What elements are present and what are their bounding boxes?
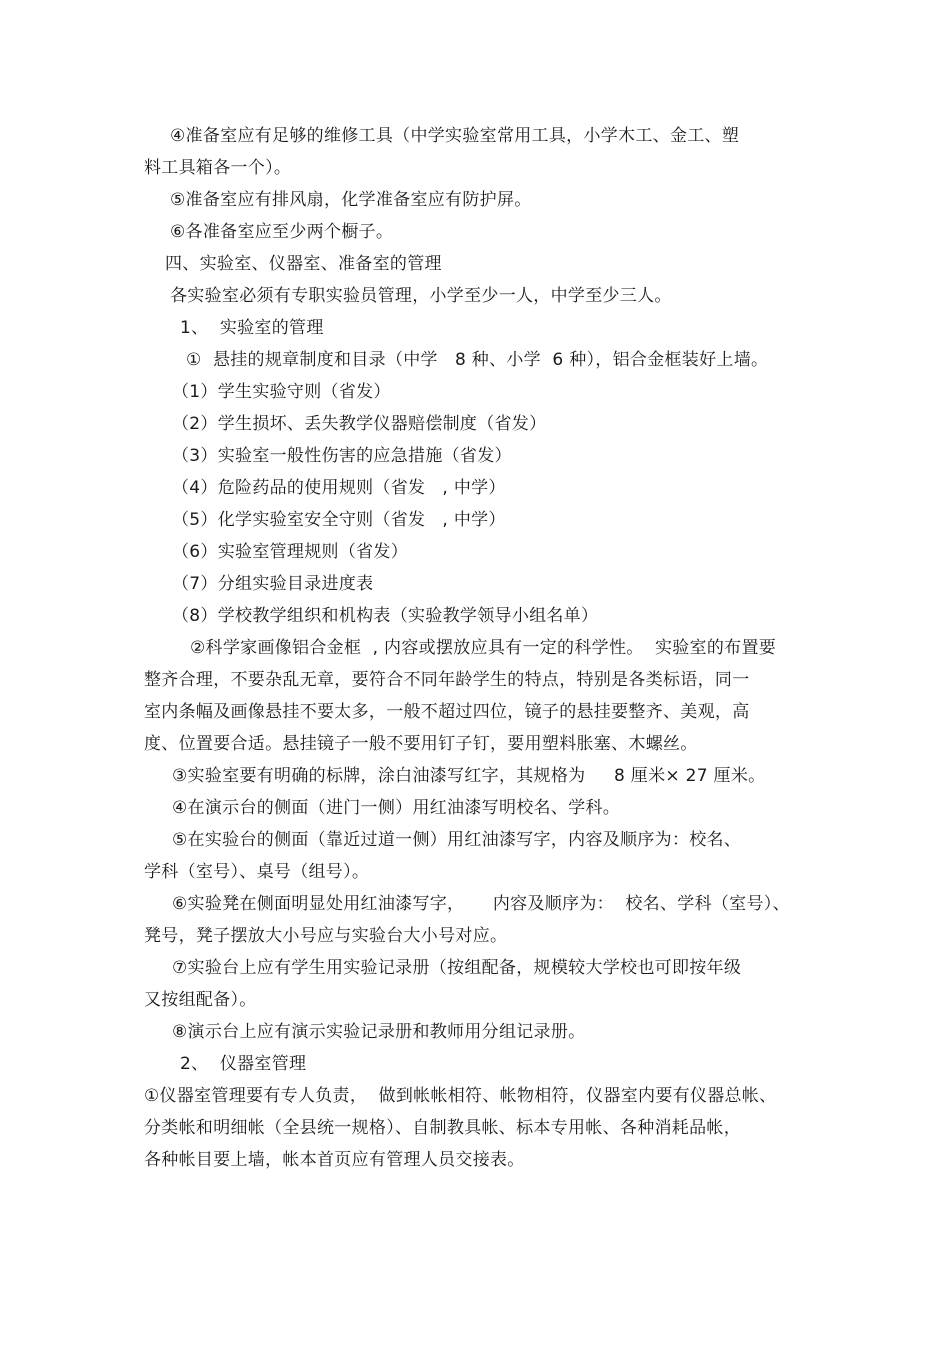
list-item: （5）化学实验室安全守则（省发 , 中学） [172,510,506,530]
text-line: 室内条幅及画像悬挂不要太多，一般不超过四位，镜子的悬挂要整齐、美观，高 [144,702,750,722]
list-item: （2）学生损坏、丢失教学仪器赔偿制度（省发） [172,414,547,434]
text-line: 凳号，凳子摆放大小号应与实验台大小号对应。 [144,926,508,946]
text-line: 整齐合理，不要杂乱无章，要符合不同年龄学生的特点，特别是各类标语，同一 [144,670,750,690]
text-line: ⑧演示台上应有演示实验记录册和教师用分组记录册。 [172,1022,586,1042]
list-item: （1）学生实验守则（省发） [172,382,391,402]
text-line: 学科（室号）、桌号（组号）。 [144,862,370,882]
text-line: 各种帐目要上墙，帐本首页应有管理人员交接表。 [144,1150,525,1170]
subsection-heading: 1、 实验室的管理 [180,318,324,338]
text-line: 又按组配备）。 [144,990,257,1010]
list-item: （7）分组实验目录进度表 [172,574,374,594]
list-item: （6）实验室管理规则（省发） [172,542,409,562]
list-item: （3）实验室一般性伤害的应急措施（省发） [172,446,512,466]
text-line: ④在演示台的侧面（进门一侧）用红油漆写明校名、学科。 [172,798,621,818]
text-line: ①仪器室管理要有专人负责， 做到帐帐相符、帐物相符，仪器室内要有仪器总帐、 [144,1086,777,1106]
text-line: 分类帐和明细帐（全县统一规格）、自制教具帐、标本专用帐、各种消耗品帐， [144,1118,741,1138]
text-line: ⑥各准备室应至少两个橱子。 [170,222,394,242]
list-item: （4）危险药品的使用规则（省发 , 中学） [172,478,506,498]
text-line: ③实验室要有明确的标牌，涂白油漆写红字，其规格为 8 厘米× 27 厘米。 [172,766,766,786]
text-line: ⑤在实验台的侧面（靠近过道一侧）用红油漆写字，内容及顺序为：校名、 [172,830,742,850]
text-line: 度、位置要合适。悬挂镜子一般不要用钉子钉，要用塑料胀塞、木螺丝。 [144,734,698,754]
list-item: （8）学校教学组织和机构表（实验教学领导小组名单） [172,606,599,626]
text-line: 各实验室必须有专职实验员管理，小学至少一人，中学至少三人。 [170,286,672,306]
text-line: ① 悬挂的规章制度和目录（中学 8 种、小学 6 种），铝合金框装好上墙。 [186,350,769,370]
text-line: ⑥实验凳在侧面明显处用红油漆写字， 内容及顺序为： 校名、学科（室号）、 [172,894,790,914]
text-line: ⑦实验台上应有学生用实验记录册（按组配备，规模较大学校也可即按年级 [172,958,742,978]
section-heading: 四、实验室、仪器室、准备室的管理 [165,254,442,274]
text-line: ⑤准备室应有排风扇，化学准备室应有防护屏。 [170,190,532,210]
text-line: 料工具箱各一个）。 [144,158,292,178]
text-line: ④准备室应有足够的维修工具（中学实验室常用工具，小学木工、金工、塑 [170,126,740,146]
text-line: ②科学家画像铝合金框 , 内容或摆放应具有一定的科学性。 实验室的布置要 [190,638,777,658]
subsection-heading: 2、 仪器室管理 [180,1054,307,1074]
